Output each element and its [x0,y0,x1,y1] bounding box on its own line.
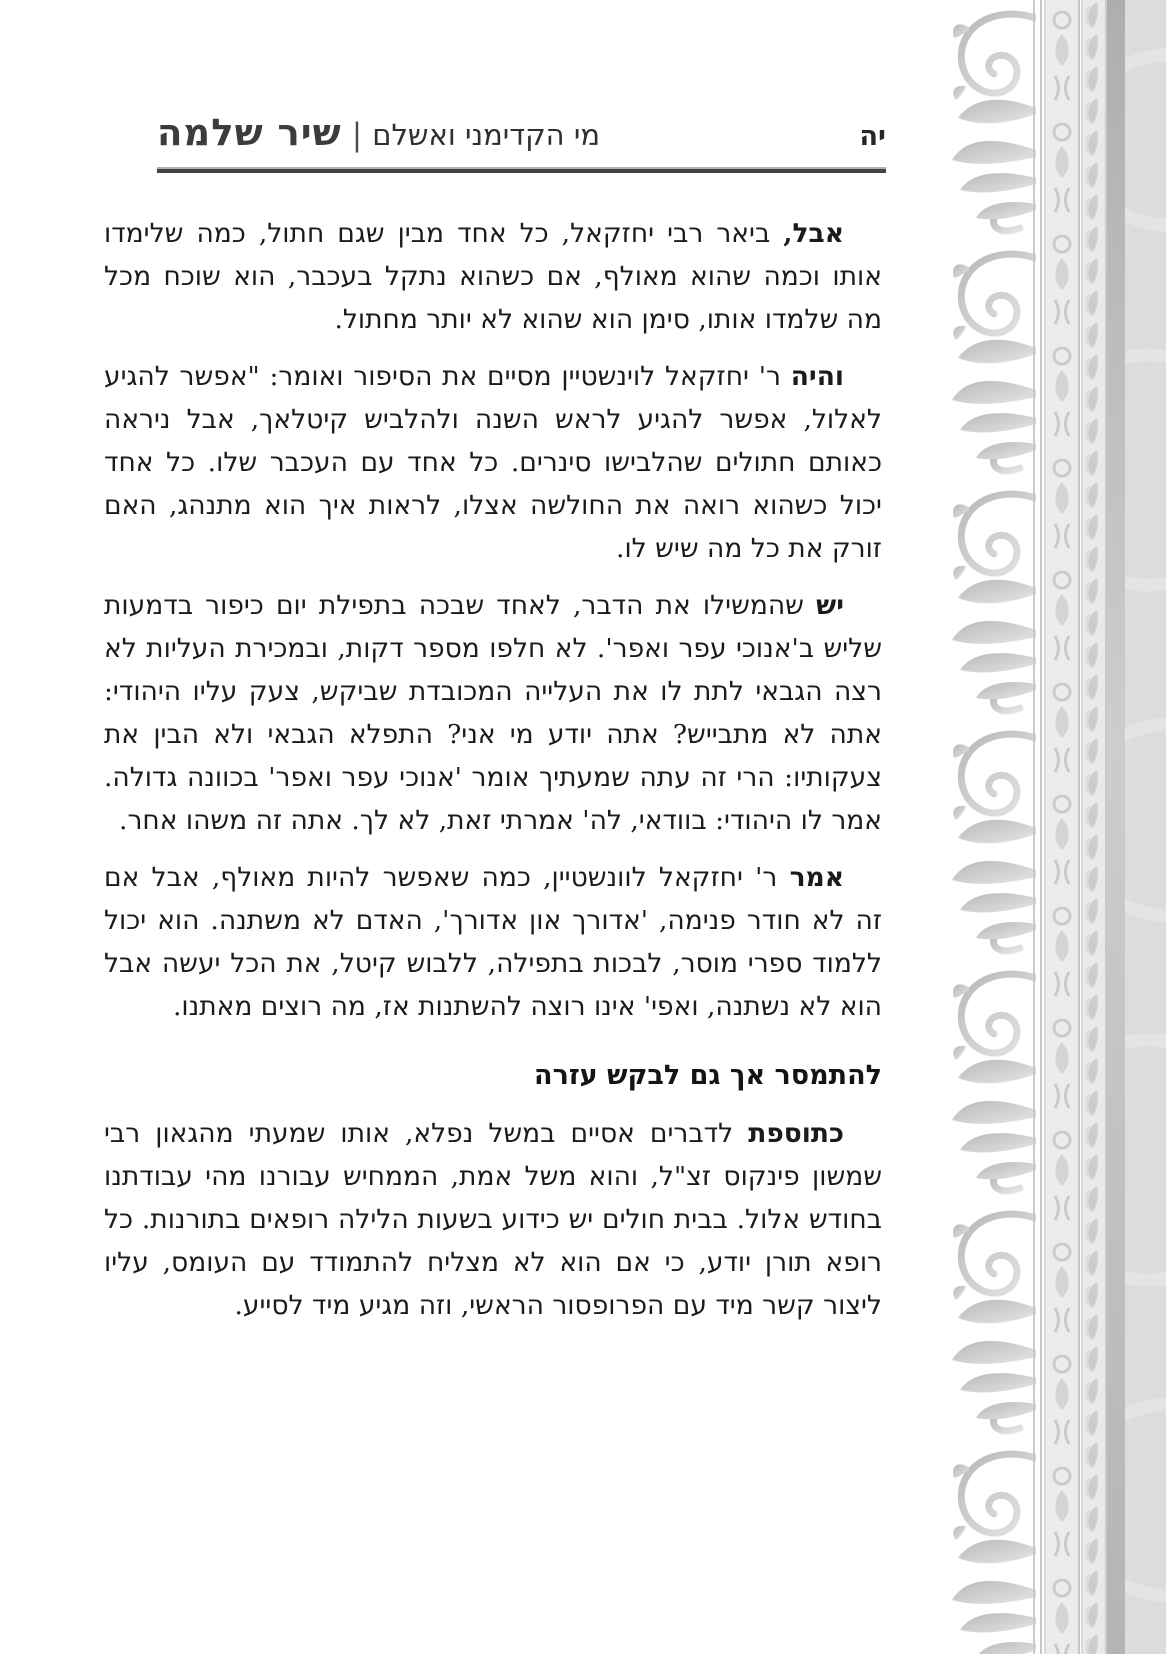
header-rule [157,167,886,173]
running-head-title [157,110,600,154]
running-head-chapter: מי הקדימני ואשלם [372,118,601,152]
paragraph-lead-word: אבל, [783,218,844,249]
paragraph [104,355,882,570]
page-header [157,110,886,154]
paragraph-text: ביאר רבי יחזקאל, כל אחד מבין שגם חתול, כמה שלימדו אותו וכמה שהוא מאולף, אם כשהוא נתקל בעכבר, הוא שוכח מכל מה שלמדו אותו, סימן הוא שהוא לא יותר מחתול. [104,218,882,335]
paragraph-text: ר' יחזקאל לוונשטיין, כמה שאפשר להיות מאולף, אבל אם זה לא חודר פנימה, 'אדורך און אדורך', האדם לא משתנה. הוא יכול ללמוד ספרי מוסר, לבכות בתפילה, ללבוש קיטל, את הכל יעשה אבל הוא לא נשתנה, ואפי' אינו רוצה להשתנות אז, מה רוצים מאתנו. [104,862,882,1022]
ornamental-border [950,0,1166,1654]
paragraph-lead-word: אמר [789,862,844,893]
paragraph-text: לדברים אסיים במשל נפלא, אותו שמעתי מהגאון רבי שמשון פינקוס זצ"ל, והוא משל אמת, הממחיש עבורנו מהי עבודתנו בחודש אלול. בבית חולים יש כידוע בשעות הלילה רופאים בתורנות. כל רופא תורן יודע, כי אם הוא לא מצליח להתמודד עם העומס, עליו ליצור קשר מיד עם הפרופסור הראשי, וזה מגיע מיד לסייע. [104,1118,882,1321]
paragraph [104,584,882,842]
paragraph-lead-word: והיה [790,361,844,392]
paragraph-text: שהמשילו את הדבר, לאחד שבכה בתפילת יום כיפור בדמעות שליש ב'אנוכי עפר ואפר'. לא חלפו מספר דקות, ובמכירת העליות לא רצה הגבאי לתת לו את העלייה המכובדת שביקש, צעק עליו היהודי: אתה לא מתבייש? אתה יודע מי אני? התפלא הגבאי ולא הבין את צעקותיו: הרי זה עתה שמעתיך אומר 'אנוכי עפר ואפר' בכוונה גדולה. אמר לו היהודי: בוודאי, לה' אמרתי זאת, לא לך. אתה זה משהו אחר. [104,590,882,836]
running-head-divider: | [351,117,363,153]
section-heading: להתמסר אך גם לבקש עזרה [534,1060,882,1091]
paragraph-text: ר' יחזקאל לוינשטיין מסיים את הסיפור ואומר: "אפשר להגיע לאלול, אפשר להגיע לראש השנה ולהלביש קיטלאך, אבל ניראה כאותם חתולים שהלבישו סינרים. כל אחד עם העכבר שלו. כל אחד יכול כשהוא רואה את החולשה אצלו, לראות איך הוא מתנהג, האם זורק את כל מה שיש לו. [104,361,882,564]
page-number: יה [859,121,886,152]
paragraph-lead-word: יש [816,590,844,621]
paragraph-lead-word: כתוספת [748,1118,844,1149]
text-block [104,212,882,1341]
paragraph [104,1112,882,1327]
paragraph [104,212,882,341]
paragraph [104,856,882,1028]
floral-border-icon [950,0,1166,1654]
running-head-book-title: שיר שלמה [157,110,342,154]
